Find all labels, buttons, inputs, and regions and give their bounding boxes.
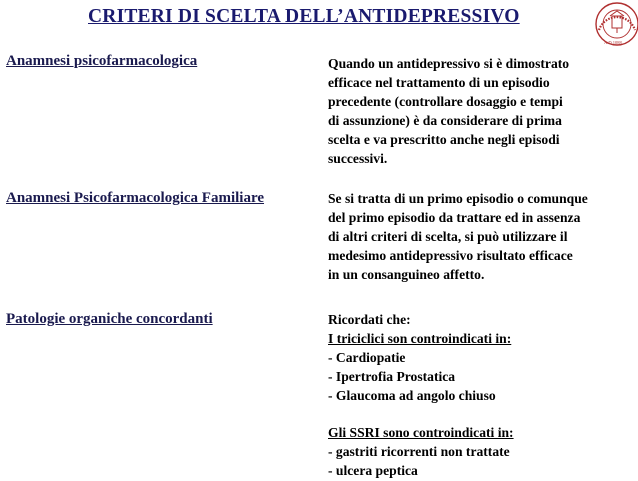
text-line: del primo episodio da trattare ed in assenza — [328, 209, 581, 225]
university-seal-logo — [592, 0, 638, 50]
section-heading-anamnesi-psicofarmacologica: Anamnesi psicofarmacologica — [6, 53, 198, 69]
text-line: medesimo antidepressivo risultato efficace — [328, 247, 573, 263]
list-item: - Glaucoma ad angolo chiuso — [328, 387, 496, 403]
list-item: - Cardiopatie — [328, 349, 406, 365]
spacer — [328, 406, 514, 425]
list-item: - Ipertrofia Prostatica — [328, 368, 456, 384]
section-heading-patologie-organiche: Patologie organiche concordanti — [6, 311, 213, 327]
list-item: - ulcera peptica — [328, 463, 418, 479]
text-line: in un consanguineo affetto. — [328, 266, 485, 282]
text-line: Se si tratta di un primo episodio o comunque — [328, 191, 588, 206]
text-line: precedente (controllare dosaggio e tempi — [328, 93, 563, 109]
section-heading-anamnesi-familiare: Anamnesi Psicofarmacologica Familiare — [6, 190, 265, 206]
section-text-patologie-organiche — [328, 311, 514, 481]
text-line: efficace nel trattamento di un episodio — [328, 74, 550, 90]
text-line: di altri criteri di scelta, si può utilizzare il — [328, 228, 568, 244]
text-line: di assunzione) è da considerare di prima — [328, 112, 562, 128]
tricyclics-heading: I triciclici son controindicati in: — [328, 330, 512, 346]
text-line: Quando un antidepressivo si è dimostrato — [328, 56, 570, 71]
text-line: scelta e va prescritto anche negli episodi — [328, 131, 560, 147]
ssri-heading: Gli SSRI sono controindicati in: — [328, 425, 514, 441]
text-line: successivi. — [328, 150, 388, 166]
list-item: - gastriti ricorrenti non trattate — [328, 444, 510, 460]
section-text-anamnesi-psicofarmacologica — [328, 55, 569, 168]
page-title: CRITERI DI SCELTA DELL’ANTIDEPRESSIVO — [88, 6, 520, 27]
svg-text:A.D.1088: A.D.1088 — [604, 40, 622, 45]
section-text-anamnesi-familiare — [328, 190, 588, 285]
intro-text: Ricordati che: — [328, 312, 411, 327]
